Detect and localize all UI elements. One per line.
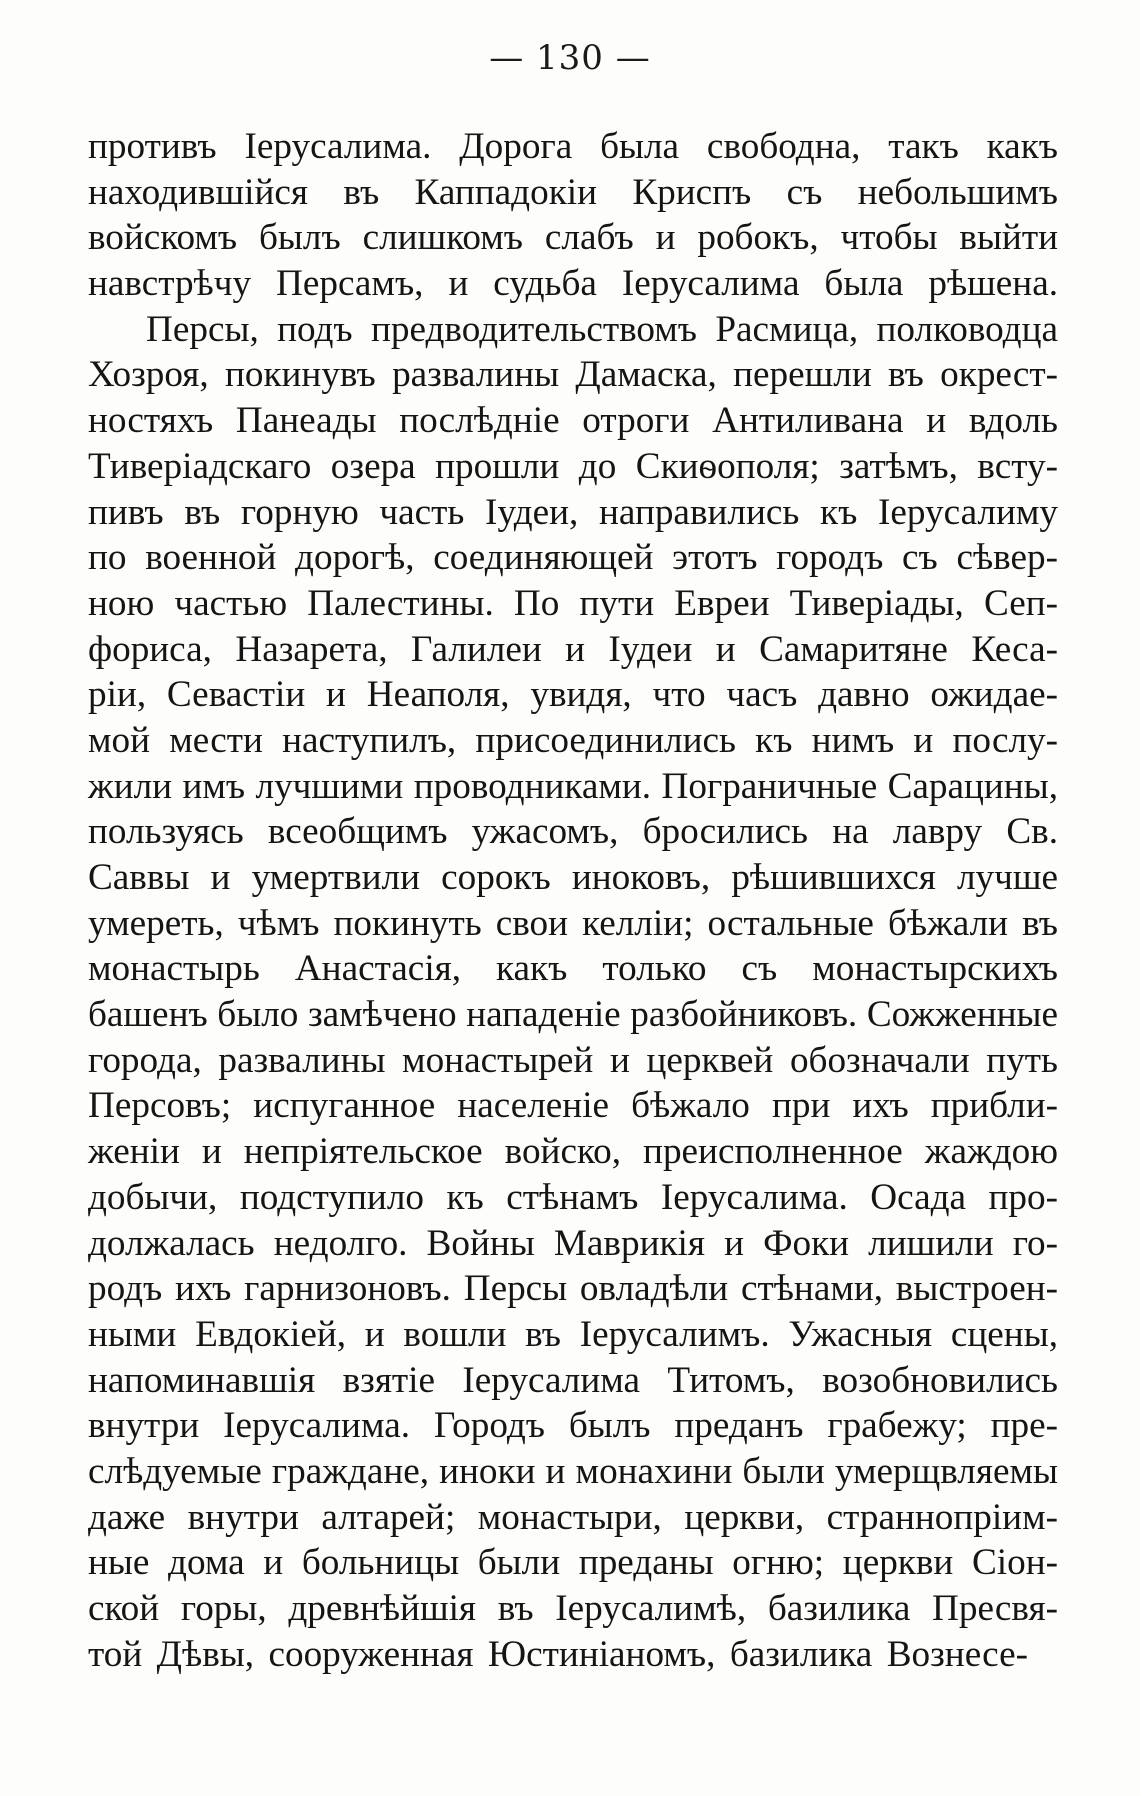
text-line: Тиверіадскаго озера прошли до Скиѳополя; затѣмъ, всту- bbox=[88, 445, 1058, 487]
text-line: находившійся въ Каппадокіи Криспъ съ небольшимъ bbox=[88, 171, 1058, 213]
text-line: навстрѣчу Персамъ, и судьба Іерусалима была рѣшена. bbox=[88, 263, 1058, 305]
text-line: монастырь Анастасія, какъ только съ монастырскихъ bbox=[88, 948, 1058, 990]
text-line: мой мести наступилъ, присоединились къ нимъ и послу- bbox=[88, 719, 1058, 761]
text-line: ской горы, древнѣйшія въ Іерусалимѣ, базилика Пресвя- bbox=[88, 1588, 1058, 1629]
text-line: ные дома и больницы были преданы огню; церкви Сіон- bbox=[88, 1542, 1058, 1584]
text-line: ною частью Палестины. По пути Евреи Тиверіады, Сеп- bbox=[88, 582, 1058, 624]
text-line: женіи и непріятельское войско, преисполненное жаждою bbox=[88, 1131, 1058, 1173]
text-line: жили имъ лучшими проводниками. Пограничные Сарацины, bbox=[88, 765, 1058, 807]
text-line: войскомъ былъ слишкомъ слабъ и робокъ, чтобы выйти bbox=[88, 217, 1058, 259]
text-line: даже внутри алтарей; монастыри, церкви, страннопріим- bbox=[88, 1496, 1058, 1538]
text-line: ріи, Севастіи и Неаполя, увидя, что часъ давно ожидае- bbox=[88, 674, 1058, 716]
text-line: ностяхъ Панеады послѣдніе отроги Антиливана и вдоль bbox=[88, 400, 1058, 442]
text-line: башенъ было замѣчено нападеніе разбойниковъ. Сожженные bbox=[88, 994, 1058, 1036]
text-line: должалась недолго. Войны Маврикія и Фоки лишили го- bbox=[88, 1222, 1058, 1264]
text-line: Персы, подъ предводительствомъ Расмица, полководца bbox=[146, 308, 1058, 350]
text-line: Саввы и умертвили сорокъ иноковъ, рѣшившихся лучше bbox=[88, 857, 1058, 898]
text-line: внутри Іерусалима. Городъ былъ преданъ грабежу; пре- bbox=[88, 1405, 1058, 1447]
text-line: по военной дорогѣ, соединяющей этотъ городъ съ сѣвер- bbox=[88, 537, 1058, 579]
page-number: — 130 — bbox=[489, 38, 651, 78]
body-text bbox=[88, 124, 1058, 1677]
text-line: пользуясь всеобщимъ ужасомъ, бросились на лавру Св. bbox=[88, 811, 1058, 853]
text-line: фориса, Назарета, Галилеи и Іудеи и Самаритяне Кеса- bbox=[88, 628, 1058, 670]
text-line: противъ Іерусалима. Дорога была свободна, такъ какъ bbox=[88, 126, 1058, 167]
text-line: той Дѣвы, сооруженная Юстиніаномъ, базилика Вознесе- bbox=[88, 1633, 1028, 1675]
text-line: слѣдуемые граждане, иноки и монахини были умерщвляемы bbox=[88, 1450, 1058, 1492]
text-line: напоминавшія взятіе Іерусалима Титомъ, возобновились bbox=[88, 1359, 1058, 1401]
text-line: города, развалины монастырей и церквей обозначали путь bbox=[88, 1039, 1058, 1081]
text-line: добычи, подступило къ стѣнамъ Іерусалима. Осада про- bbox=[88, 1176, 1058, 1218]
text-line: пивъ въ горную часть Іудеи, направились къ Іерусалиму bbox=[88, 491, 1058, 533]
text-line: родъ ихъ гарнизоновъ. Персы овладѣли стѣнами, выстроен- bbox=[88, 1268, 1058, 1310]
text-line: Персовъ; испуганное населеніе бѣжало при ихъ прибли- bbox=[88, 1085, 1058, 1127]
text-line: умереть, чѣмъ покинуть свои келліи; остальные бѣжали въ bbox=[88, 902, 1058, 944]
text-line: ными Евдокіей, и вошли въ Іерусалимъ. Ужасныя сцены, bbox=[88, 1313, 1058, 1355]
text-line: Хозроя, покинувъ развалины Дамаска, перешли въ окрест- bbox=[88, 354, 1058, 396]
